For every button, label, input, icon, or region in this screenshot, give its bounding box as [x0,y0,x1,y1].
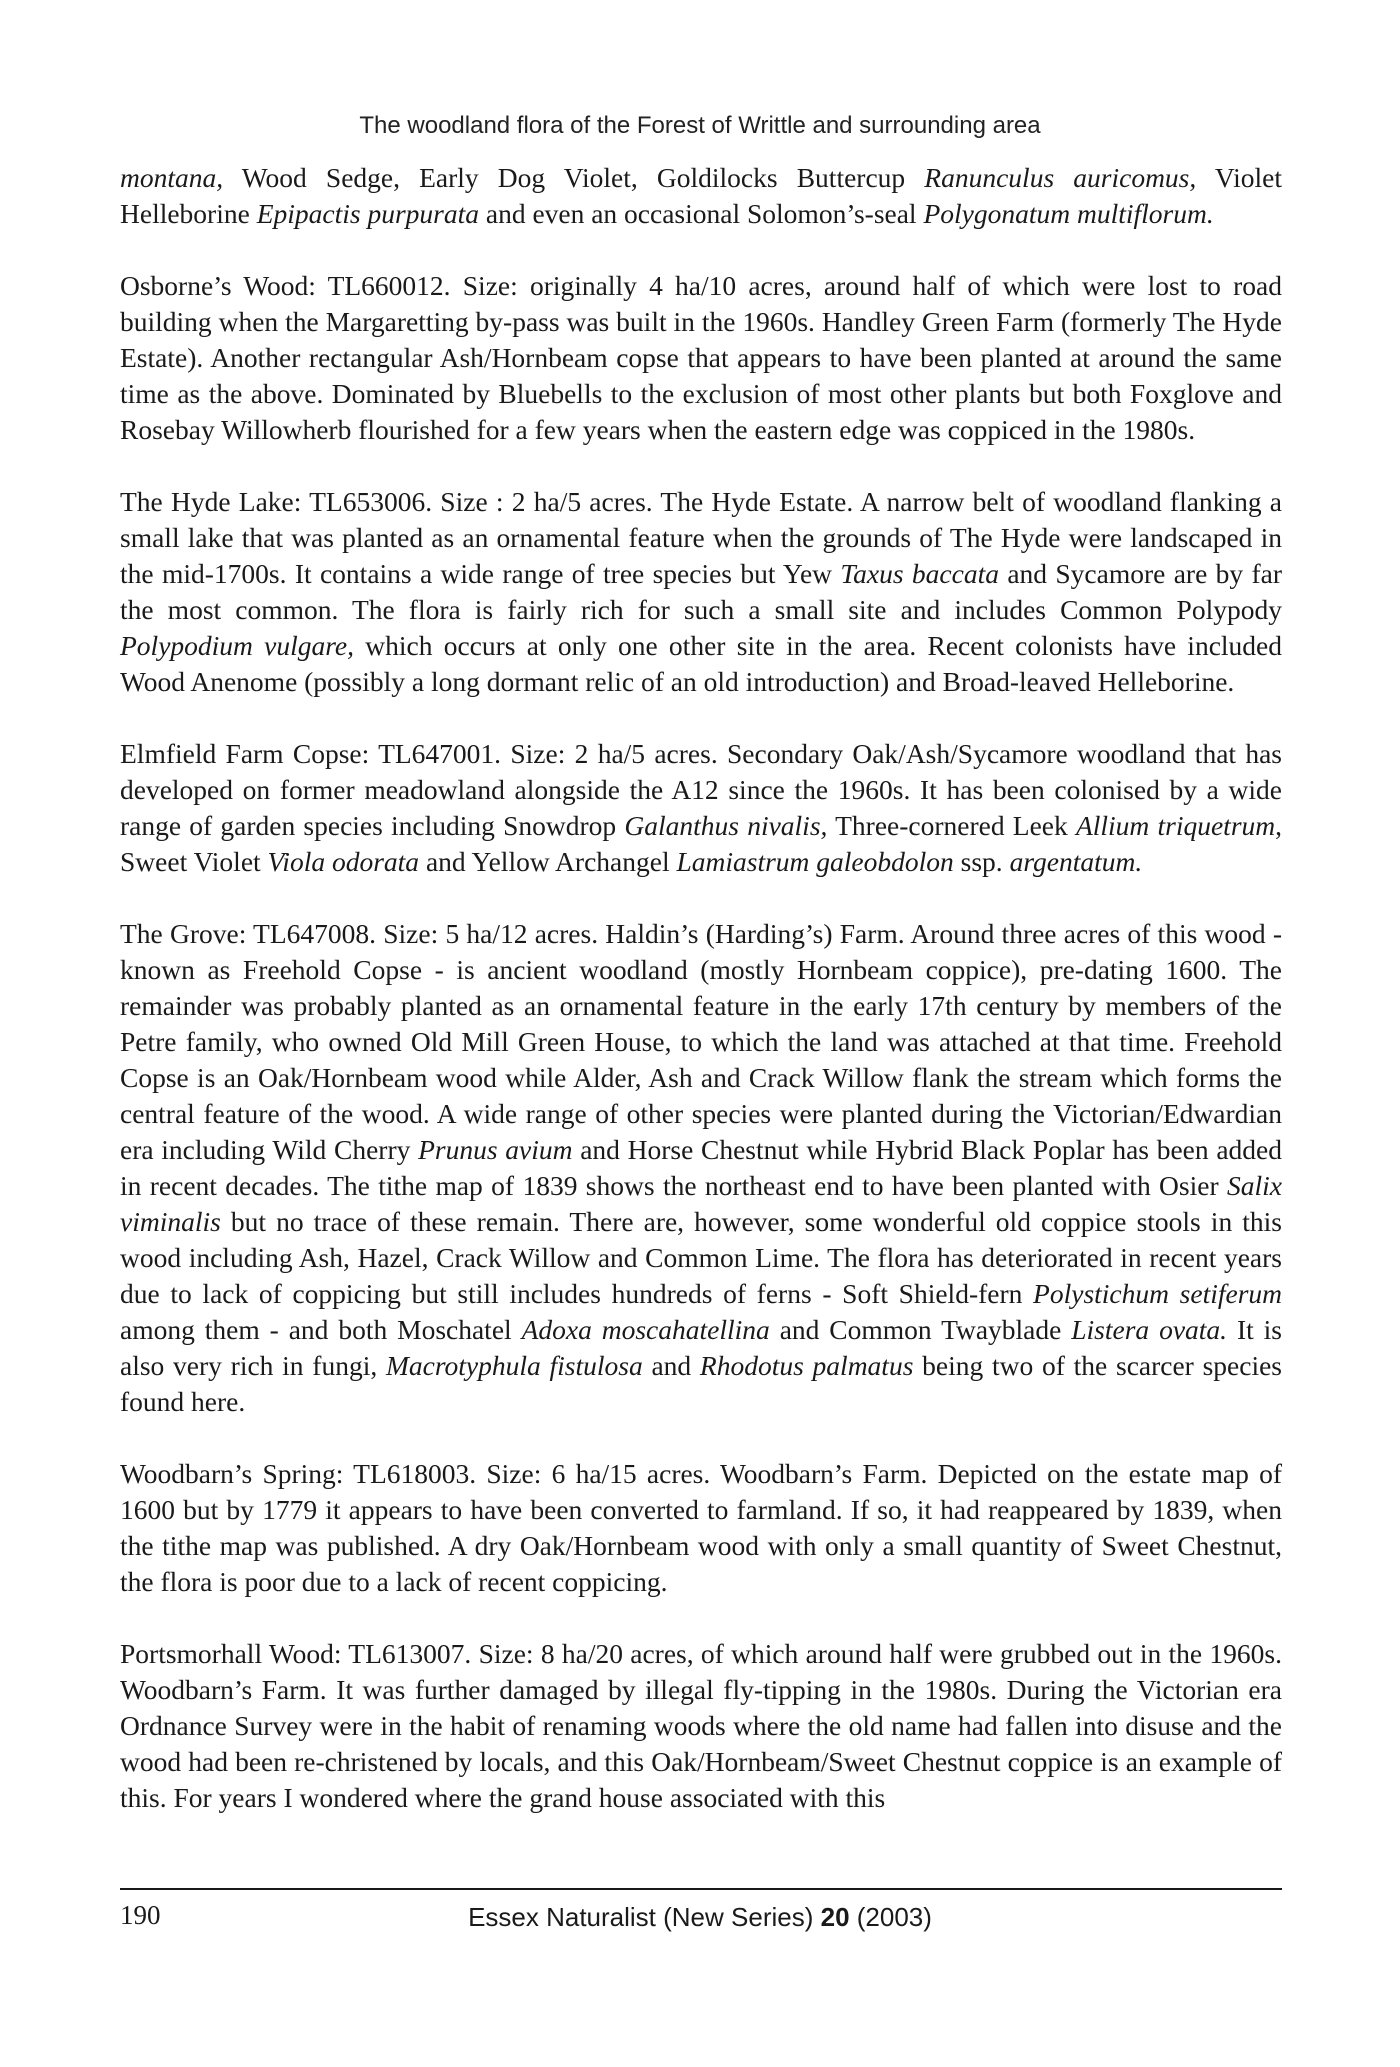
text-run: and even an occasional Solomon’s-seal [478,198,924,229]
species-name: Polygonatum multiflorum. [923,198,1214,229]
text-run: The Grove: TL647008. Size: 5 ha/12 acres. Haldin’s (Harding’s) Farm. Around three acres of this wood - known as Freehold Copse - is ancient woodland (mostly Hornbeam coppice), pre-dating 1600. The remainder was probably planted as an ornamental feature in the early 17th century by members of the Petre family, who owned Old Mill Green House, to which the land was attached at that time. Freehold Copse is an Oak/Hornbeam wood while Alder, Ash and Crack Willow flank the stream which forms the central feature of the wood. A wide range of other species were planted during the Victorian/Edwardian era including Wild Cherry [120,918,1282,1165]
species-name: Macrotyphula fistulosa [385,1350,643,1381]
species-name: Rhodotus palmatus [699,1350,914,1381]
text-run: The Hyde Lake: TL653006. Size : 2 ha/5 acres. The Hyde Estate. A narrow belt of woodland flanking a small lake that was planted as an ornamental feature when the grounds of The Hyde were landscaped in the mid-1700s. It contains a wide range of tree species but Yew [120,486,1282,589]
paragraph [120,1636,1282,1816]
footer-rule [120,1888,1282,1890]
species-name: Lamiastrum galeobdolon [676,846,954,877]
journal-citation [400,1902,1000,1933]
species-name: Ranunculus auricomus, [924,162,1197,193]
journal-name: Essex Naturalist (New Series) [468,1902,821,1932]
text-run: Woodbarn’s Spring: TL618003. Size: 6 ha/15 acres. Woodbarn’s Farm. Depicted on the estate map of 1600 but by 1779 it appears to have been converted to farmland. If so, it had reappeared by 1839, when the tithe map was published. A dry Oak/Hornbeam wood with only a small quantity of Sweet Chestnut, the flora is poor due to a lack of recent coppicing. [120,1458,1282,1597]
paragraph [120,160,1282,232]
text-run: and Common Twayblade [769,1314,1072,1345]
species-name: Adoxa moscahatellina [521,1314,770,1345]
paragraph [120,484,1282,700]
species-name: Galanthus nivalis, [624,810,828,841]
species-name: montana, [120,162,224,193]
paragraph [120,1456,1282,1600]
text-run: Elmfield Farm Copse: TL647001. Size: 2 ha/5 acres. Secondary Oak/Ash/Sycamore woodland that has developed on former meadowland alongside the A12 since the 1960s. It has been colonised by a wide range of garden species including Snowdrop [120,738,1282,841]
journal-year: (2003) [849,1902,932,1932]
species-name: Prunus avium [418,1134,573,1165]
text-run: and Horse Chestnut while Hybrid Black Poplar has been added in recent decades. The tithe map of 1839 shows the northeast end to have been planted with Osier [120,1134,1282,1201]
species-name: Polystichum setiferum [1033,1278,1283,1309]
species-name: Taxus baccata [840,558,999,589]
text-run: which occurs at only one other site in the area. Recent colonists have included Wood Anenome (possibly a long dormant relic of an old introduction) and Broad-leaved Helleborine. [120,630,1282,697]
text-run: and [642,1350,700,1381]
text-run: and Sycamore are by far the most common. The flora is fairly rich for such a small site and includes Common Polypody [120,558,1283,625]
page-number: 190 [120,1900,161,1930]
text-run: Wood Sedge, Early Dog Violet, Goldilocks Buttercup [223,162,925,193]
species-name: Viola odorata [267,846,420,877]
text-run: , Sweet Violet [120,810,1283,877]
text-run: and Yellow Archangel [419,846,677,877]
text-run: being two of the scarcer species found here. [120,1350,1282,1417]
species-name: Epipactis purpurata [256,198,479,229]
species-name: Allium triquetrum [1075,810,1276,841]
text-run: Three-cornered Leek [827,810,1076,841]
text-run: Violet Helleborine [120,162,1282,229]
paragraph [120,916,1282,1420]
species-name: argentatum. [1009,846,1143,877]
article-body [120,160,1282,1816]
paragraph [120,268,1282,448]
text-run: ssp. [953,846,1010,877]
text-run: Portsmorhall Wood: TL613007. Size: 8 ha/20 acres, of which around half were grubbed out in the 1960s. Woodbarn’s Farm. It was further damaged by illegal fly-tipping in the 1980s. During the Victorian era Ordnance Survey were in the habit of renaming woods where the old name had fallen into disuse and the wood had been re-christened by locals, and this Oak/Hornbeam/Sweet Chestnut coppice is an example of this. For years I wondered where the grand house associated with this [120,1638,1282,1813]
paragraph [120,736,1282,880]
running-header: The woodland flora of the Forest of Writtle and surrounding area [359,112,1041,139]
species-name: Polypodium vulgare, [120,630,355,661]
text-run: but no trace of these remain. There are, however, some wonderful old coppice stools in this wood including Ash, Hazel, Crack Willow and Common Lime. The flora has deteriorated in recent years due to lack of coppicing but still includes hundreds of ferns - Soft Shield-fern [120,1206,1282,1309]
text-run: among them - and both Moschatel [120,1314,522,1345]
text-run: Osborne’s Wood: TL660012. Size: originally 4 ha/10 acres, around half of which were lost to road building when the Margaretting by-pass was built in the 1960s. Handley Green Farm (formerly The Hyde Estate). Another rectangular Ash/Hornbeam copse that appears to have been planted at around the same time as the above. Dominated by Bluebells to the exclusion of most other plants but both Foxglove and Rosebay Willowherb flourished for a few years when the eastern edge was coppiced in the 1980s. [120,270,1282,445]
journal-volume: 20 [820,1902,850,1932]
species-name: Salix viminalis [120,1170,1282,1237]
text-run: It is also very rich in fungi, [120,1314,1282,1381]
species-name: Listera ovata. [1071,1314,1228,1345]
